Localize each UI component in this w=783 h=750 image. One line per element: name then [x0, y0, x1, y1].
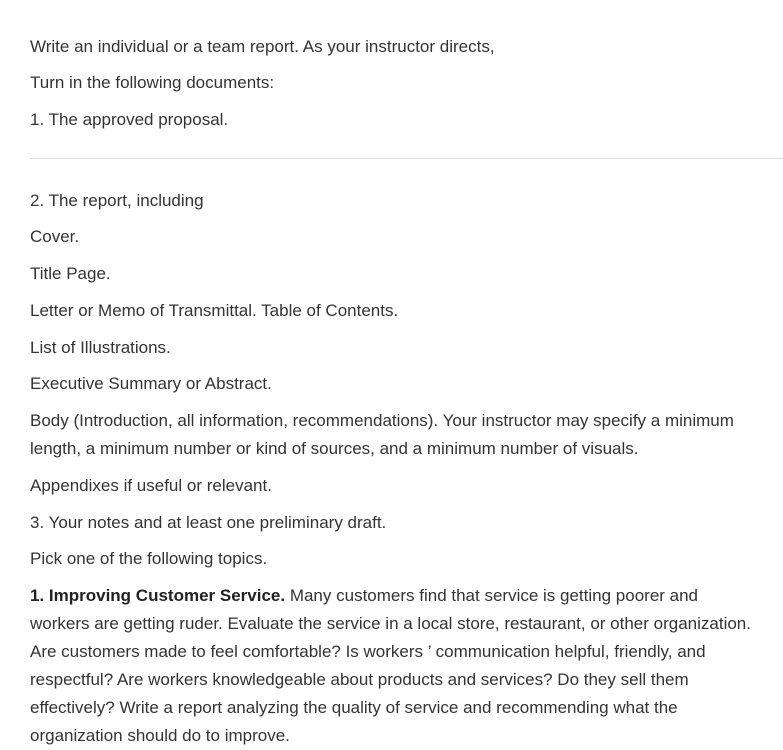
topic-1-line-6: organization should do to improve.	[30, 726, 290, 745]
body-line-1: Body (Introduction, all information, recommendations). Your instructor may specify a minimum	[30, 411, 734, 430]
intro-line-2: Turn in the following documents:	[30, 73, 275, 92]
pick-topics-text: Pick one of the following topics.	[30, 549, 268, 568]
topic-1-line-2: workers are getting ruder. Evaluate the service in a local store, restaurant, or other organization.	[30, 614, 751, 633]
topic-1-line-4: respectful? Are workers knowledgeable about products and services? Do they sell them	[30, 670, 689, 689]
topic-1-line-3: Are customers made to feel comfortable? Is workers ’ communication helpful, friendly, and	[30, 642, 706, 661]
report-item-executive-summary: Executive Summary or Abstract.	[30, 374, 272, 393]
report-item-body	[30, 407, 734, 463]
report-item-title-page: Title Page.	[30, 264, 111, 283]
topic-1-line-5: effectively? Write a report analyzing the quality of service and recommending what the	[30, 698, 678, 717]
report-item-cover: Cover.	[30, 227, 80, 246]
report-heading: 2. The report, including	[30, 191, 204, 210]
approved-proposal-item: 1. The approved proposal.	[30, 110, 229, 129]
intro-line-1: Write an individual or a team report. As your instructor directs,	[30, 37, 495, 56]
topic-1-line-1	[30, 582, 751, 610]
topic-1-text-1: Many customers find that service is getting poorer and	[285, 586, 699, 605]
report-item-transmittal: Letter or Memo of Transmittal. Table of Contents.	[30, 301, 399, 320]
section-divider	[30, 158, 783, 159]
body-line-2: length, a minimum number or kind of sources, and a minimum number of visuals.	[30, 439, 639, 458]
topic-1-paragraph	[30, 582, 751, 750]
topic-1-title: 1. Improving Customer Service.	[30, 586, 286, 605]
report-item-illustrations: List of Illustrations.	[30, 338, 171, 357]
report-item-appendixes: Appendixes if useful or relevant.	[30, 476, 272, 495]
notes-item: 3. Your notes and at least one preliminary draft.	[30, 513, 387, 532]
